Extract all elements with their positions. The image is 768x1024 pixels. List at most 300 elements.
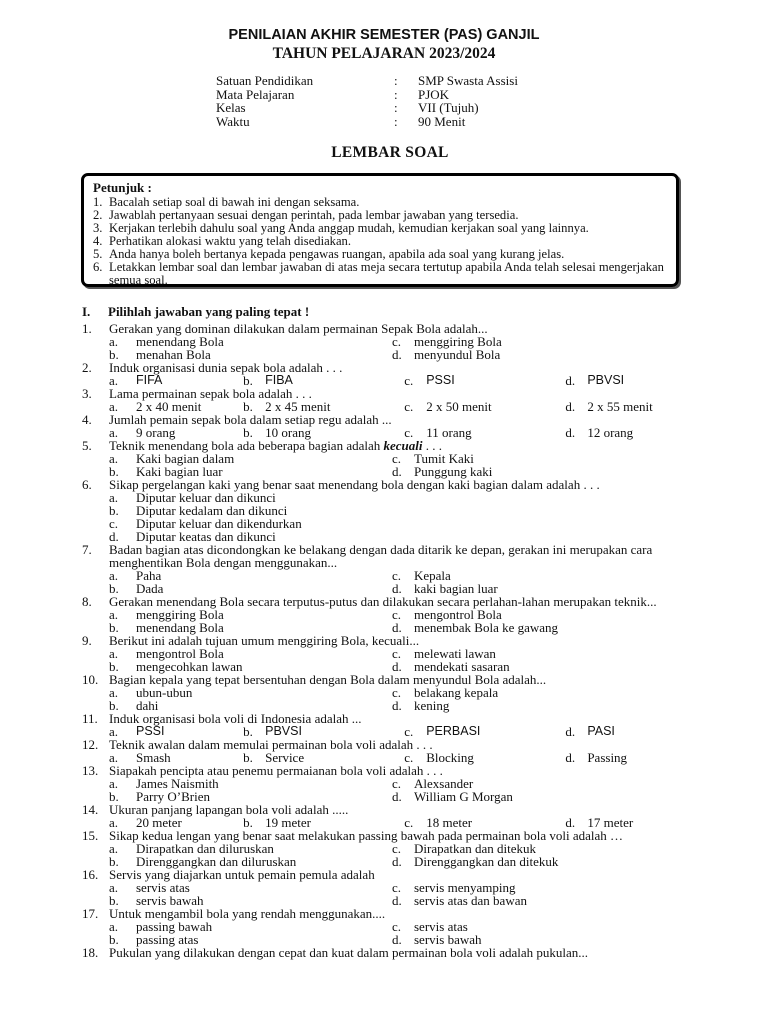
option-text: menendang Bola — [136, 334, 224, 349]
option-text: Service — [265, 750, 305, 765]
question — [82, 439, 702, 478]
option-text: Passing — [587, 750, 628, 765]
option-text: FIFA — [136, 373, 163, 387]
answer-option — [404, 751, 565, 764]
option-row — [82, 348, 702, 361]
question-number: 4. — [82, 412, 92, 427]
option-letter: d. — [392, 581, 402, 596]
question-stem — [82, 946, 702, 959]
option-text: 17 meter — [587, 815, 634, 830]
option-text: 2 x 40 menit — [136, 399, 202, 414]
question — [82, 322, 702, 361]
option-text: PSSI — [136, 724, 165, 738]
option-row — [82, 582, 702, 595]
question — [82, 829, 702, 868]
question-number: 17. — [82, 906, 99, 921]
option-letter: b. — [109, 347, 119, 362]
option-text: 18 meter — [426, 815, 473, 830]
question-text: Badan bagian atas dicondongkan ke belakang dengan dada ditarik ke depan, gerakan ini merupakan cara menghentikan Bola dengan menggunakan... — [109, 542, 653, 570]
option-row — [82, 855, 702, 868]
question-text: Servis yang diajarkan untuk pemain pemula adalah — [109, 867, 375, 882]
answer-option — [243, 816, 404, 829]
option-text: Dada — [136, 581, 164, 596]
answer-option — [82, 569, 392, 582]
option-row — [82, 465, 702, 478]
answer-option — [392, 933, 702, 946]
option-letter: c. — [392, 685, 402, 700]
option-letter: b. — [109, 932, 119, 947]
answer-option — [565, 374, 702, 387]
option-text: PSSI — [426, 373, 455, 387]
question — [82, 738, 702, 764]
question-number: 11. — [82, 711, 98, 726]
answer-option — [82, 348, 392, 361]
option-letter: b. — [109, 789, 119, 804]
question-number: 14. — [82, 802, 99, 817]
info-label: Kelas — [216, 100, 246, 115]
option-text: 11 orang — [426, 425, 472, 440]
question — [82, 712, 702, 738]
option-letter: b. — [109, 854, 119, 869]
option-text: Direnggangkan dan diluruskan — [136, 854, 297, 869]
option-letter: d. — [392, 620, 402, 635]
answer-options — [82, 686, 702, 712]
question — [82, 907, 702, 946]
question — [82, 413, 702, 439]
answer-options — [82, 608, 702, 634]
option-letter: c. — [404, 399, 414, 414]
option-letter: b. — [109, 503, 119, 518]
option-text: Dirapatkan dan diluruskan — [136, 841, 274, 856]
answer-option — [392, 699, 702, 712]
info-label: Satuan Pendidikan — [216, 73, 314, 88]
option-letter: a. — [109, 373, 119, 388]
option-letter: a. — [109, 399, 119, 414]
question-text: Pukulan yang dilakukan dengan cepat dan kuat dalam permainan bola voli adalah pukulan... — [109, 945, 589, 960]
option-text: menggiring Bola — [414, 334, 502, 349]
option-text: 2 x 45 menit — [265, 399, 331, 414]
section-heading — [82, 304, 309, 320]
option-text: menahan Bola — [136, 347, 211, 362]
question-text: Berikut ini adalah tujuan umum menggiring Bola, kecuali... — [109, 633, 420, 648]
option-text: PERBASI — [426, 724, 481, 738]
option-text: servis atas — [136, 880, 190, 895]
option-text: 2 x 50 menit — [426, 399, 492, 414]
info-label: Waktu — [216, 113, 250, 129]
question-number: 15. — [82, 828, 99, 843]
question-number: 12. — [82, 737, 99, 752]
option-letter: a. — [109, 568, 119, 583]
option-text: kening — [414, 698, 450, 713]
question-emphasis: kecuali — [383, 438, 423, 453]
question-text: Siapakah pencipta atau penemu permaianan bola voli adalah . . . — [109, 763, 443, 778]
option-text: servis bawah — [136, 893, 204, 908]
option-letter: d. — [565, 425, 576, 440]
info-row — [216, 88, 518, 102]
answer-option — [392, 790, 702, 803]
answer-option — [82, 920, 392, 933]
instruction-item — [93, 261, 676, 287]
option-letter: a. — [109, 607, 119, 622]
question-number: 10. — [82, 672, 99, 687]
option-text: dahi — [136, 698, 159, 713]
question-number: 9. — [82, 633, 92, 648]
option-text: servis bawah — [414, 932, 482, 947]
info-label: Mata Pelajaran — [216, 86, 295, 102]
option-text: mengontrol Bola — [136, 646, 224, 661]
answer-option — [82, 465, 392, 478]
option-row — [82, 790, 702, 803]
question-number: 16. — [82, 867, 99, 882]
option-row — [82, 894, 702, 907]
answer-options — [82, 647, 702, 673]
option-text: menendang Bola — [136, 620, 224, 635]
option-text: Kaki bagian luar — [136, 464, 223, 479]
option-text: kaki bagian luar — [414, 581, 498, 596]
info-colon: : — [394, 113, 398, 129]
option-letter: c. — [392, 646, 402, 661]
instruction-number: 3. — [93, 221, 103, 235]
answer-option — [82, 686, 392, 699]
question-number: 5. — [82, 438, 92, 453]
answer-option — [565, 725, 702, 738]
answer-option — [565, 426, 702, 439]
info-value: VII (Tujuh) — [418, 100, 479, 115]
answer-option — [82, 933, 392, 946]
option-letter: b. — [109, 620, 119, 635]
question — [82, 634, 702, 673]
instruction-text: Kerjakan terlebih dahulu soal yang Anda anggap mudah, kemudian kerjakan soal yang lainnya. — [109, 221, 589, 235]
question-number: 1. — [82, 321, 92, 336]
option-text: servis atas dan bawan — [414, 893, 527, 908]
option-row — [82, 374, 702, 387]
question — [82, 361, 702, 387]
option-letter: d. — [392, 893, 402, 908]
option-letter: b. — [243, 815, 253, 830]
answer-option — [404, 816, 565, 829]
instruction-number: 6. — [93, 260, 103, 274]
answer-option — [565, 751, 702, 764]
option-text: Punggung kaki — [414, 464, 493, 479]
answer-option — [243, 374, 404, 387]
answer-options — [82, 881, 702, 907]
answer-option — [392, 855, 702, 868]
answer-options — [82, 452, 702, 478]
answer-options — [82, 842, 702, 868]
question-text: Sikap pergelangan kaki yang benar saat menendang bola dengan kaki bagian dalam adalah . . . — [109, 477, 600, 492]
info-row — [216, 115, 518, 129]
question-number: 6. — [82, 477, 92, 492]
option-letter: b. — [243, 425, 253, 440]
option-row — [82, 699, 702, 712]
option-text: 20 meter — [136, 815, 182, 830]
instruction-text: Letakkan lembar soal dan lembar jawaban di atas meja secara tertutup apabila Anda telah selesai mengerjakan semua soal. — [109, 260, 664, 287]
question — [82, 803, 702, 829]
answer-options — [82, 816, 702, 829]
option-letter: c. — [392, 334, 402, 349]
option-letter: a. — [109, 425, 119, 440]
option-text: mengecohkan lawan — [136, 659, 243, 674]
question — [82, 595, 702, 634]
question-text: Gerakan menendang Bola secara terputus-putus dan dilakukan secara perlahan-lahan merupakan teknik... — [109, 594, 657, 609]
question-text: Teknik awalan dalam memulai permainan bola voli adalah . . . — [109, 737, 433, 752]
answer-option — [82, 751, 243, 764]
answer-option — [392, 582, 702, 595]
option-text: mendekati sasaran — [414, 659, 510, 674]
answer-options — [82, 725, 702, 738]
option-text: PBVSI — [587, 373, 625, 387]
question-number: 7. — [82, 542, 92, 557]
question-number: 3. — [82, 386, 92, 401]
option-letter: d. — [392, 659, 402, 674]
info-value: SMP Swasta Assisi — [418, 73, 518, 88]
answer-option — [243, 725, 404, 738]
question-text: Teknik menendang bola ada beberapa bagian adalah kecuali . . . — [109, 438, 442, 453]
option-row — [82, 400, 702, 413]
option-row — [82, 621, 702, 634]
option-row — [82, 725, 702, 738]
info-row — [216, 101, 518, 115]
question — [82, 868, 702, 907]
option-text: 19 meter — [265, 815, 311, 830]
option-letter: c. — [392, 607, 402, 622]
option-letter: c. — [392, 919, 402, 934]
option-letter: a. — [109, 919, 119, 934]
option-letter: a. — [109, 880, 119, 895]
question-text: Bagian kepala yang tepat bersentuhan dengan Bola dalam menyundul Bola adalah... — [109, 672, 547, 687]
option-row — [82, 660, 702, 673]
section-number: I. — [82, 304, 91, 319]
question-text: Untuk mengambil bola yang rendah menggunakan.... — [109, 906, 386, 921]
answer-option — [82, 608, 392, 621]
question-number: 2. — [82, 360, 92, 375]
option-letter: c. — [392, 776, 402, 791]
answer-option — [82, 790, 392, 803]
question-text: Ukuran panjang lapangan bola voli adalah ..... — [109, 802, 349, 817]
answer-options — [82, 920, 702, 946]
option-letter: a. — [109, 750, 119, 765]
answer-option — [82, 621, 392, 634]
option-letter: a. — [109, 646, 119, 661]
option-letter: a. — [109, 815, 119, 830]
option-text: 10 orang — [265, 425, 311, 440]
answer-option — [82, 699, 392, 712]
option-letter: d. — [392, 789, 402, 804]
option-letter: c. — [404, 815, 414, 830]
answer-option — [243, 400, 404, 413]
option-row — [82, 426, 702, 439]
option-text: FIBA — [265, 373, 293, 387]
question-text: Lama permainan sepak bola adalah . . . — [109, 386, 312, 401]
question-text: Induk organisasi dunia sepak bola adalah . . . — [109, 360, 343, 375]
instruction-number: 5. — [93, 247, 103, 261]
option-text: Tumit Kaki — [414, 451, 474, 466]
instruction-text: Perhatikan alokasi waktu yang telah disediakan. — [109, 234, 352, 248]
info-colon: : — [394, 100, 398, 115]
question-number: 18. — [82, 945, 99, 960]
option-text: William G Morgan — [414, 789, 513, 804]
answer-option — [404, 374, 565, 387]
answer-options — [82, 335, 702, 361]
option-letter: d. — [392, 854, 402, 869]
option-letter: c. — [392, 568, 402, 583]
option-text: menembak Bola ke gawang — [414, 620, 559, 635]
option-text: 2 x 55 menit — [587, 399, 653, 414]
answer-option — [392, 660, 702, 673]
question — [82, 478, 702, 543]
info-row — [216, 74, 518, 88]
question-stem — [82, 543, 702, 569]
option-letter: d. — [392, 464, 402, 479]
option-letter: b. — [109, 893, 119, 908]
option-letter: b. — [109, 659, 119, 674]
option-letter: d. — [565, 373, 576, 388]
option-letter: a. — [109, 490, 119, 505]
info-value: PJOK — [418, 86, 450, 102]
answer-option — [565, 400, 702, 413]
instructions-list — [93, 196, 676, 287]
question-number: 8. — [82, 594, 92, 609]
instruction-number: 4. — [93, 234, 103, 248]
answer-option — [82, 725, 243, 738]
option-text: Diputar kedalam dan dikunci — [136, 503, 288, 518]
sheet-title: LEMBAR SOAL — [331, 144, 449, 161]
instructions-title: Petunjuk : — [93, 180, 152, 195]
option-letter: c. — [109, 516, 119, 531]
answer-option — [82, 452, 392, 465]
option-text: ubun-ubun — [136, 685, 193, 700]
answer-option — [82, 374, 243, 387]
exam-title: PENILAIAN AKHIR SEMESTER (PAS) GANJIL — [228, 27, 540, 43]
answer-options — [82, 777, 702, 803]
option-letter: b. — [109, 464, 119, 479]
question — [82, 543, 702, 595]
option-text: Paha — [136, 568, 162, 583]
answer-option — [82, 426, 243, 439]
option-letter: b. — [243, 399, 253, 414]
option-letter: b. — [109, 581, 119, 596]
option-letter: d. — [392, 698, 402, 713]
option-letter: c. — [404, 373, 414, 388]
option-letter: c. — [404, 724, 414, 739]
option-letter: d. — [565, 724, 576, 739]
option-row — [82, 933, 702, 946]
answer-option — [82, 660, 392, 673]
answer-option — [404, 400, 565, 413]
answer-option — [565, 816, 702, 829]
option-text: Kaki bagian dalam — [136, 451, 235, 466]
option-text: menyundul Bola — [414, 347, 501, 362]
option-letter: d. — [392, 932, 402, 947]
option-text: Direnggangkan dan ditekuk — [414, 854, 559, 869]
option-letter: a. — [109, 685, 119, 700]
option-text: passing bawah — [136, 919, 213, 934]
option-letter: d. — [392, 347, 402, 362]
option-letter: c. — [392, 880, 402, 895]
option-letter: b. — [243, 724, 253, 739]
option-letter: a. — [109, 334, 119, 349]
question — [82, 673, 702, 712]
option-text: Smash — [136, 750, 171, 765]
option-letter: d. — [565, 750, 576, 765]
question-number: 13. — [82, 763, 99, 778]
answer-option — [82, 816, 243, 829]
answer-option — [392, 465, 702, 478]
question-text: Induk organisasi bola voli di Indonesia adalah ... — [109, 711, 362, 726]
answer-option — [82, 855, 392, 868]
answer-option — [392, 621, 702, 634]
option-text: Alexsander — [414, 776, 474, 791]
option-text: servis atas — [414, 919, 468, 934]
option-row — [82, 530, 702, 543]
answer-option — [82, 777, 392, 790]
option-letter: b. — [109, 698, 119, 713]
instruction-text: Jawablah pertanyaan sesuai dengan perintah, pada lembar jawaban yang tersedia. — [109, 208, 519, 222]
option-text: PASI — [587, 724, 615, 738]
question — [82, 946, 702, 959]
answer-option — [82, 335, 392, 348]
option-text: Diputar keatas dan dikunci — [136, 529, 276, 544]
info-colon: : — [394, 86, 398, 102]
instruction-text: Bacalah setiap soal di bawah ini dengan seksama. — [109, 195, 360, 209]
option-text: 9 orang — [136, 425, 176, 440]
option-letter: a. — [109, 841, 119, 856]
option-row — [82, 751, 702, 764]
option-text: 12 orang — [587, 425, 634, 440]
option-letter: a. — [109, 776, 119, 791]
answer-option — [243, 751, 404, 764]
option-text: belakang kepala — [414, 685, 499, 700]
question-text: Jumlah pemain sepak bola dalam setiap regu adalah ... — [109, 412, 392, 427]
answer-option — [392, 894, 702, 907]
answer-option — [404, 725, 565, 738]
instruction-number: 2. — [93, 208, 103, 222]
option-text: servis menyamping — [414, 880, 516, 895]
option-letter: d. — [109, 529, 119, 544]
answer-options — [82, 426, 702, 439]
answer-option — [82, 400, 243, 413]
answer-option — [82, 881, 392, 894]
option-letter: a. — [109, 451, 119, 466]
answer-options — [82, 491, 702, 543]
option-text: mengontrol Bola — [414, 607, 502, 622]
section-title: Pilihlah jawaban yang paling tepat ! — [108, 304, 310, 319]
answer-option — [243, 426, 404, 439]
option-text: Diputar keluar dan dikendurkan — [136, 516, 302, 531]
option-letter: b. — [243, 373, 253, 388]
option-letter: d. — [565, 399, 576, 414]
instruction-number: 1. — [93, 195, 103, 209]
answer-option — [404, 426, 565, 439]
answer-options — [82, 400, 702, 413]
option-text: melewati lawan — [414, 646, 496, 661]
option-text: Diputar keluar dan dikunci — [136, 490, 276, 505]
option-letter: d. — [565, 815, 576, 830]
option-text: Parry O’Brien — [136, 789, 211, 804]
question — [82, 764, 702, 803]
option-letter: c. — [404, 750, 414, 765]
info-colon: : — [394, 73, 398, 88]
answer-options — [82, 569, 702, 595]
answer-options — [82, 751, 702, 764]
info-value: 90 Menit — [418, 113, 466, 129]
instructions-box — [81, 173, 679, 287]
answer-option — [82, 894, 392, 907]
option-letter: c. — [404, 425, 414, 440]
option-text: Dirapatkan dan ditekuk — [414, 841, 537, 856]
question-text: Gerakan yang dominan dilakukan dalam permainan Sepak Bola adalah... — [109, 321, 488, 336]
academic-year: TAHUN PELAJARAN 2023/2024 — [272, 45, 496, 62]
